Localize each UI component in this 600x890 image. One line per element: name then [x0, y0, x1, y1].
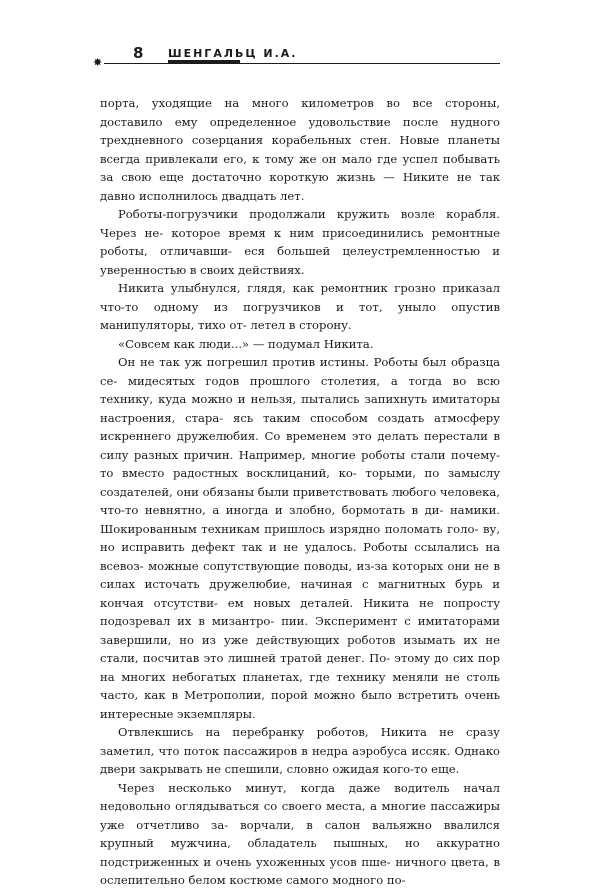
text-line: ничного цвета, в ослепительно белом костюме самого модного по- [100, 854, 500, 887]
text-line: «Совсем как люди...» — подумал Никита. [118, 336, 374, 351]
text-line: ворчали, в салон вальяжно ввалился крупный мужчина, обладатель [100, 817, 500, 850]
text-line: Роботы-погрузчики продолжали кружить возле корабля. Через не- [100, 207, 500, 240]
paragraph [100, 279, 500, 335]
text-line: Он не так уж погрешил против истины. Роботы был образца се- [100, 355, 500, 388]
text-line: временем это делать перестали в силу разных причин. Например, [100, 429, 500, 462]
text-line: можные сопутствующие поводы, из-за которых они не в силах [100, 558, 501, 591]
text-line: многие роботы стали почему-то вместо радостных восклицаний, ко- [100, 447, 500, 480]
text-line: пышных, но аккуратно подстриженных и очень ухоженных усов пше- [100, 836, 501, 869]
text-line: торыми, по замыслу создателей, они обязаны были приветствовать [100, 466, 501, 499]
text-line: которое время к ним присоединились ремонтные роботы, отличавши- [100, 225, 501, 258]
text-line: еся большей целеустремленностью и уверенностью в своих действиях. [100, 244, 500, 277]
paragraph [100, 335, 500, 354]
paragraph [100, 94, 500, 205]
header-rule [104, 63, 500, 64]
text-line: Никита улыбнулся, глядя, как ремонтник грозно приказал что-то [100, 281, 500, 314]
star-ornament-icon: ✸ [93, 56, 103, 69]
text-line: оглядываться со своего места, а многие пассажиры уже отчетливо за- [100, 799, 500, 832]
text-line: Отвлекшись на перебранку роботов, Никита не сразу заметил, что [100, 725, 500, 758]
text-line: пии. Эксперимент с имитаторами завершили, но из уже действующих [100, 614, 500, 647]
text-line: этому до сих пор на многих небогатых планетах, где технику меняли [100, 651, 500, 684]
text-line: мидесятых годов прошлого столетия, а тогда во всю технику, куда [100, 373, 501, 406]
paragraph [100, 205, 500, 279]
page-number: 8 [133, 44, 144, 62]
text-line: очень интересные экземпляры. [100, 688, 501, 721]
paragraph [100, 723, 500, 779]
paragraph [100, 353, 500, 723]
text-line: можно и нельзя, пытались запихнуть имитаторы настроения, стара- [100, 392, 500, 425]
text-line: Через несколько минут, когда даже водитель начал недовольно [100, 780, 500, 813]
text-line: любого человека, что-то невнятно, а иногда и злобно, бормотать в ди- [100, 484, 500, 517]
text-line: намики. Шокированным техникам пришлось изрядно поломать голо- [100, 503, 500, 536]
text-line: одному из погрузчиков и тот, уныло опустив манипуляторы, тихо от- [100, 299, 500, 332]
text-line: определенное удовольствие после нудного трехдневного созерцания [100, 114, 500, 147]
text-line: корабельных стен. Новые планеты всегда привлекали его, к тому же [100, 133, 501, 166]
text-line: он мало где успел побывать за свою еще достаточно короткую жизнь — [100, 151, 501, 184]
text-line: источать дружелюбие, начиная с магнитных бурь и кончая отсутстви- [100, 577, 500, 610]
text-line: Никите не так давно исполнилось двадцать лет. [100, 170, 500, 203]
text-line: ву, но исправить дефект так и не удалось. Роботы ссылались на всевоз- [100, 521, 501, 573]
text-line: роботов изымать их не стали, посчитав это лишней тратой денег. По- [100, 632, 500, 665]
text-line: ем новых деталей. Никита не попросту подозревал их в мизантро- [100, 595, 501, 628]
text-line: порта, уходящие на много километров во все стороны, доставило ему [100, 96, 500, 129]
page-header [0, 0, 600, 80]
text-line: летел в сторону. [250, 318, 352, 332]
header-rule-accent [168, 60, 240, 64]
text-line: ясь таким способом создать атмосферу искреннего дружелюбия. Со [100, 410, 500, 443]
text-line: поток пассажиров в недра аэробуса иссяк. Однако двери закрывать не [100, 743, 501, 776]
body-text [100, 94, 500, 890]
text-line: спешили, словно ожидая кого-то еще. [224, 762, 460, 776]
paragraph [100, 779, 500, 890]
text-line: не столь часто, как в Метрополии, порой можно было встретить [100, 669, 500, 702]
running-head: ШЕНГАЛЬЦ И.А. [168, 47, 298, 60]
